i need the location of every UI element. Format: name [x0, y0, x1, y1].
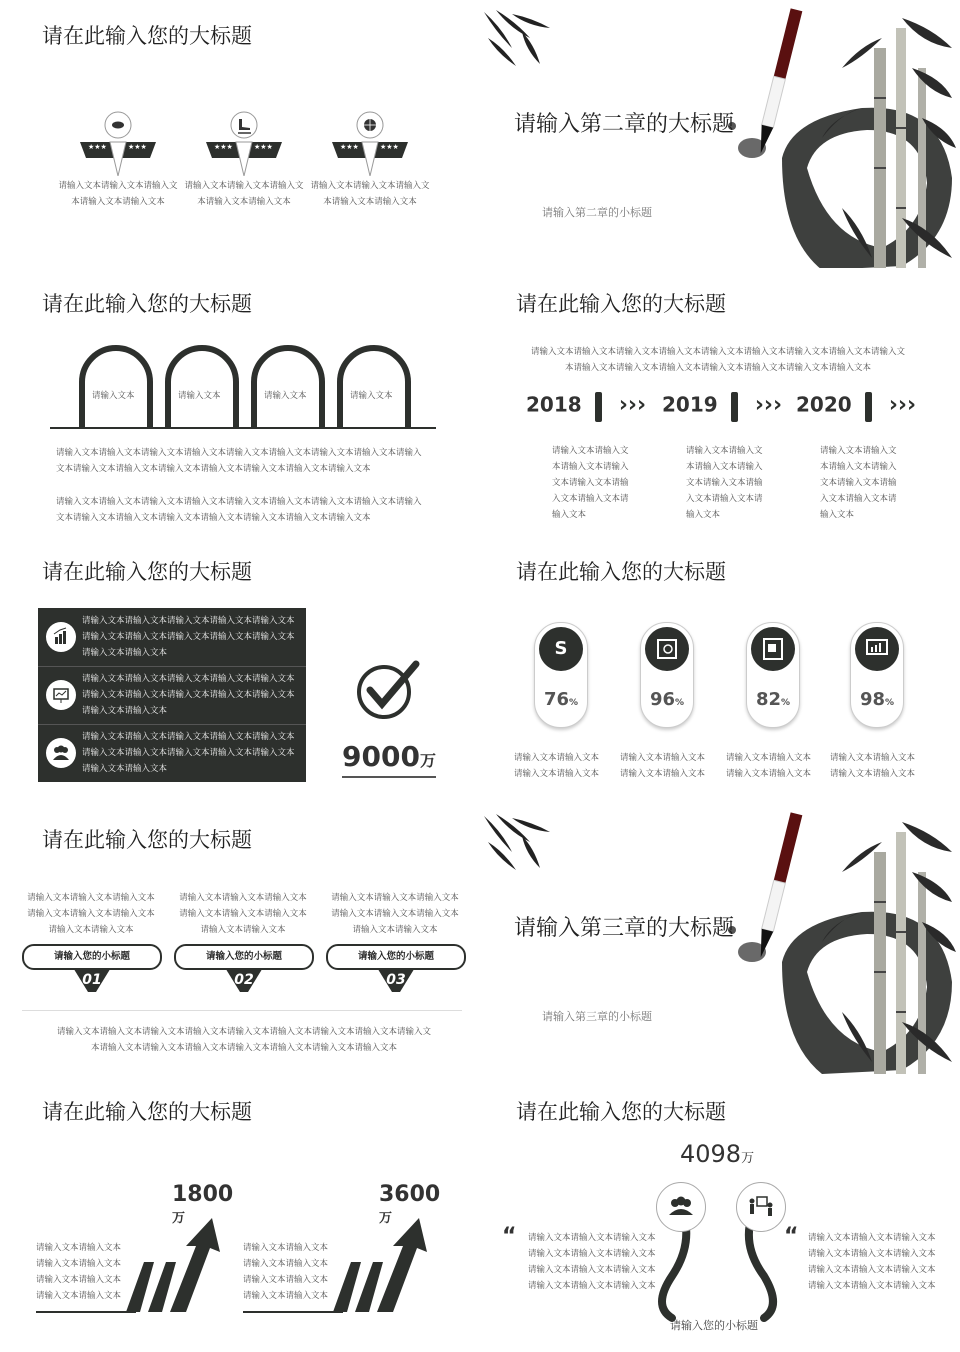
arrows: ››› — [888, 392, 917, 418]
panel-row-1 — [38, 608, 306, 667]
divider-bar — [865, 392, 872, 422]
stat-percent: % — [569, 698, 579, 708]
stat-percent: % — [885, 698, 895, 708]
col-text-3: 请输入文本请输入文本请输入文本请输入文本请输入文本请输入文本请输入文本请输入文本 — [331, 893, 459, 935]
stat-number: 96 — [649, 689, 676, 710]
pill-number: 03 — [386, 972, 406, 988]
chapter-title: 请输入第三章的大标题 — [513, 916, 734, 941]
stat-card-3 — [746, 622, 800, 728]
skype-icon: S — [539, 627, 583, 671]
row-text: 请输入文本请输入文本请输入文本请输入文本请输入文本请输入文本请输入文本请输入文本请输入文本请输入文本请输入文本请输入文本 — [82, 674, 295, 716]
paragraph-1: 请输入文本请输入文本请输入文本请输入文本请输入文本请输入文本请输入文本请输入文本请输入文本请输入文本请输入文本请输入文本请输入文本请输入文本请输入文本请输入文本 — [56, 448, 422, 474]
growth-block-1 — [36, 1182, 246, 1322]
stars-right: ★★★ — [254, 143, 273, 151]
slide-4[interactable] — [474, 268, 948, 530]
chapter-title: 请输入第二章的大标题 — [513, 112, 734, 137]
slide-title: 请在此输入您的大标题 — [42, 1100, 252, 1124]
stat-number: 76 — [543, 689, 570, 710]
slide-9[interactable] — [0, 1074, 474, 1336]
row-text: 请输入文本请输入文本请输入文本请输入文本请输入文本请输入文本请输入文本请输入文本请输入文本请输入文本请输入文本请输入文本 — [82, 732, 295, 774]
row-text: 请输入文本请输入文本请输入文本请输入文本请输入文本请输入文本请输入文本请输入文本请输入文本请输入文本请输入文本请输入文本 — [82, 616, 295, 658]
stat-value — [851, 689, 903, 710]
paragraph-2: 请输入文本请输入文本请输入文本请输入文本请输入文本请输入文本请输入文本请输入文本请输入文本请输入文本请输入文本请输入文本请输入文本请输入文本请输入文本请输入文本 — [56, 497, 422, 523]
value-unit: 万 — [172, 1211, 186, 1226]
slide-title: 请在此输入您的大标题 — [42, 292, 252, 316]
chapter-subtitle: 请输入第二章的小标题 — [542, 206, 652, 219]
value-number: 3600 — [379, 1182, 441, 1207]
divider — [22, 1010, 462, 1011]
slide-title: 请在此输入您的大标题 — [42, 24, 252, 48]
panel-row-2 — [38, 666, 306, 725]
safe-icon — [645, 627, 689, 671]
stars-left: ★★★ — [88, 143, 107, 151]
year-label: 2018 — [526, 392, 582, 417]
year-text-3: 请输入文本请输入文本请输入文本请输入文本请输入文本请输入文本请输入文本请输入文本 — [820, 446, 897, 520]
stat-percent: % — [781, 698, 791, 708]
slide-title: 请在此输入您的大标题 — [516, 560, 726, 584]
year-label: 2020 — [796, 392, 852, 417]
board-icon — [855, 627, 899, 671]
panel-row-3 — [38, 724, 306, 782]
feature-item-2 — [184, 110, 304, 207]
stars-right: ★★★ — [380, 143, 399, 151]
col-text-2: 请输入文本请输入文本请输入文本请输入文本请输入文本请输入文本请输入文本请输入文本 — [179, 893, 307, 935]
presentation-icon — [46, 680, 76, 710]
year-item-2 — [662, 392, 782, 422]
intro-text: 请输入文本请输入文本请输入文本请输入文本请输入文本请输入文本请输入文本请输入文本请输入文本请输入文本请输入文本请输入文本请输入文本请输入文本请输入文本请输入文本 — [530, 347, 905, 373]
feature-text: 请输入文本请输入文本请输入文本请输入文本请输入文本 — [310, 181, 430, 207]
slide-6[interactable] — [474, 536, 948, 798]
value-unit: 万 — [379, 1211, 393, 1226]
pill-number: 02 — [234, 972, 254, 988]
year-item-3 — [796, 392, 916, 422]
slide-5[interactable] — [0, 536, 474, 798]
figure-unit: 万 — [419, 751, 436, 770]
stat-value — [747, 689, 799, 710]
slide-title: 请在此输入您的大标题 — [516, 292, 726, 316]
skate-icon — [184, 110, 304, 176]
pill-label: 请输入您的小标题 — [22, 944, 162, 970]
stars-right: ★★★ — [128, 143, 147, 151]
stat-text-3: 请输入文本请输入文本请输入文本请输入文本 — [726, 753, 812, 779]
stat-number: 98 — [859, 689, 886, 710]
chart-icon — [46, 622, 76, 652]
subtitle-card-3 — [326, 944, 466, 994]
slide-title: 请在此输入您的大标题 — [42, 828, 252, 852]
subtitle-card-1 — [22, 944, 162, 994]
feature-item-1 — [58, 110, 178, 207]
year-label: 2019 — [662, 392, 718, 417]
slide-8[interactable] — [482, 812, 956, 1074]
quote-left-icon: “ — [502, 1224, 517, 1249]
growth-text: 请输入文本请输入文本请输入文本请输入文本请输入文本请输入文本请输入文本请输入文本 — [36, 1243, 122, 1301]
feature-text: 请输入文本请输入文本请输入文本请输入文本请输入文本 — [184, 181, 304, 207]
col-text-1: 请输入文本请输入文本请输入文本请输入文本请输入文本请输入文本请输入文本请输入文本 — [27, 893, 155, 935]
bottom-paragraph: 请输入文本请输入文本请输入文本请输入文本请输入文本请输入文本请输入文本请输入文本请输入文本请输入文本请输入文本请输入文本请输入文本请输入文本请输入文本请输入文本 — [56, 1027, 431, 1053]
stat-card-1 — [534, 622, 588, 728]
slide-title: 请在此输入您的大标题 — [42, 560, 252, 584]
figure-value: 9000 — [342, 740, 420, 773]
stat-text-4: 请输入文本请输入文本请输入文本请输入文本 — [830, 753, 916, 779]
feature-item-3 — [310, 110, 430, 207]
quote-right-icon: “ — [784, 1224, 799, 1249]
slide-3[interactable] — [0, 268, 474, 530]
value-number: 1800 — [172, 1182, 234, 1207]
slide-10[interactable] — [474, 1074, 948, 1346]
arch-label-2: 请输入文本 — [178, 391, 221, 401]
arrows: ››› — [754, 392, 783, 418]
big-figure — [680, 1140, 754, 1168]
stat-text-2: 请输入文本请输入文本请输入文本请输入文本 — [620, 753, 706, 779]
arrows: ››› — [618, 392, 647, 418]
year-text-2: 请输入文本请输入文本请输入文本请输入文本请输入文本请输入文本请输入文本请输入文本 — [686, 446, 763, 520]
team-icon — [46, 738, 76, 768]
chapter-subtitle: 请输入第三章的小标题 — [542, 1010, 652, 1023]
stars-left: ★★★ — [340, 143, 359, 151]
big-figure — [342, 742, 436, 778]
pill-label: 请输入您的小标题 — [174, 944, 314, 970]
checkmark-icon — [354, 660, 424, 720]
stat-card-2 — [640, 622, 694, 728]
slide-1[interactable] — [0, 0, 474, 262]
pill-number: 01 — [82, 972, 102, 988]
basketball-icon — [310, 110, 430, 176]
stars-left: ★★★ — [214, 143, 233, 151]
figure-value: 4098 — [680, 1140, 742, 1168]
pill-label: 请输入您的小标题 — [326, 944, 466, 970]
subtitle-card-2 — [174, 944, 314, 994]
meeting-icon — [736, 1182, 786, 1232]
bottom-subtitle: 请输入您的小标题 — [670, 1319, 758, 1332]
slide-title: 请在此输入您的大标题 — [516, 1100, 726, 1124]
stat-text-1: 请输入文本请输入文本请输入文本请输入文本 — [514, 753, 600, 779]
year-item-1 — [526, 392, 646, 422]
vault-icon — [751, 627, 795, 671]
arch-label-3: 请输入文本 — [264, 391, 307, 401]
slide-7[interactable] — [0, 804, 474, 1066]
left-text: 请输入文本请输入文本请输入文本请输入文本请输入文本请输入文本请输入文本请输入文本请输入文本请输入文本请输入文本请输入文本 — [528, 1233, 656, 1291]
stat-percent: % — [675, 698, 685, 708]
info-panel — [38, 608, 306, 782]
right-text: 请输入文本请输入文本请输入文本请输入文本请输入文本请输入文本请输入文本请输入文本请输入文本请输入文本请输入文本请输入文本 — [808, 1233, 936, 1291]
divider-bar — [731, 392, 738, 422]
group-icon — [656, 1182, 706, 1232]
arch-label-4: 请输入文本 — [350, 391, 393, 401]
stat-number: 82 — [755, 689, 782, 710]
arch-label-1: 请输入文本 — [92, 391, 135, 401]
figure-unit: 万 — [741, 1151, 755, 1166]
year-text-1: 请输入文本请输入文本请输入文本请输入文本请输入文本请输入文本请输入文本请输入文本 — [552, 446, 629, 520]
slide-2[interactable] — [482, 8, 956, 270]
feature-text: 请输入文本请输入文本请输入文本请输入文本请输入文本 — [58, 181, 178, 207]
stat-value — [641, 689, 693, 710]
divider-bar — [595, 392, 602, 422]
growth-text: 请输入文本请输入文本请输入文本请输入文本请输入文本请输入文本请输入文本请输入文本 — [243, 1243, 329, 1301]
stat-card-4 — [850, 622, 904, 728]
stat-value — [535, 689, 587, 710]
rugby-icon — [58, 110, 178, 176]
growth-block-2 — [243, 1182, 453, 1322]
